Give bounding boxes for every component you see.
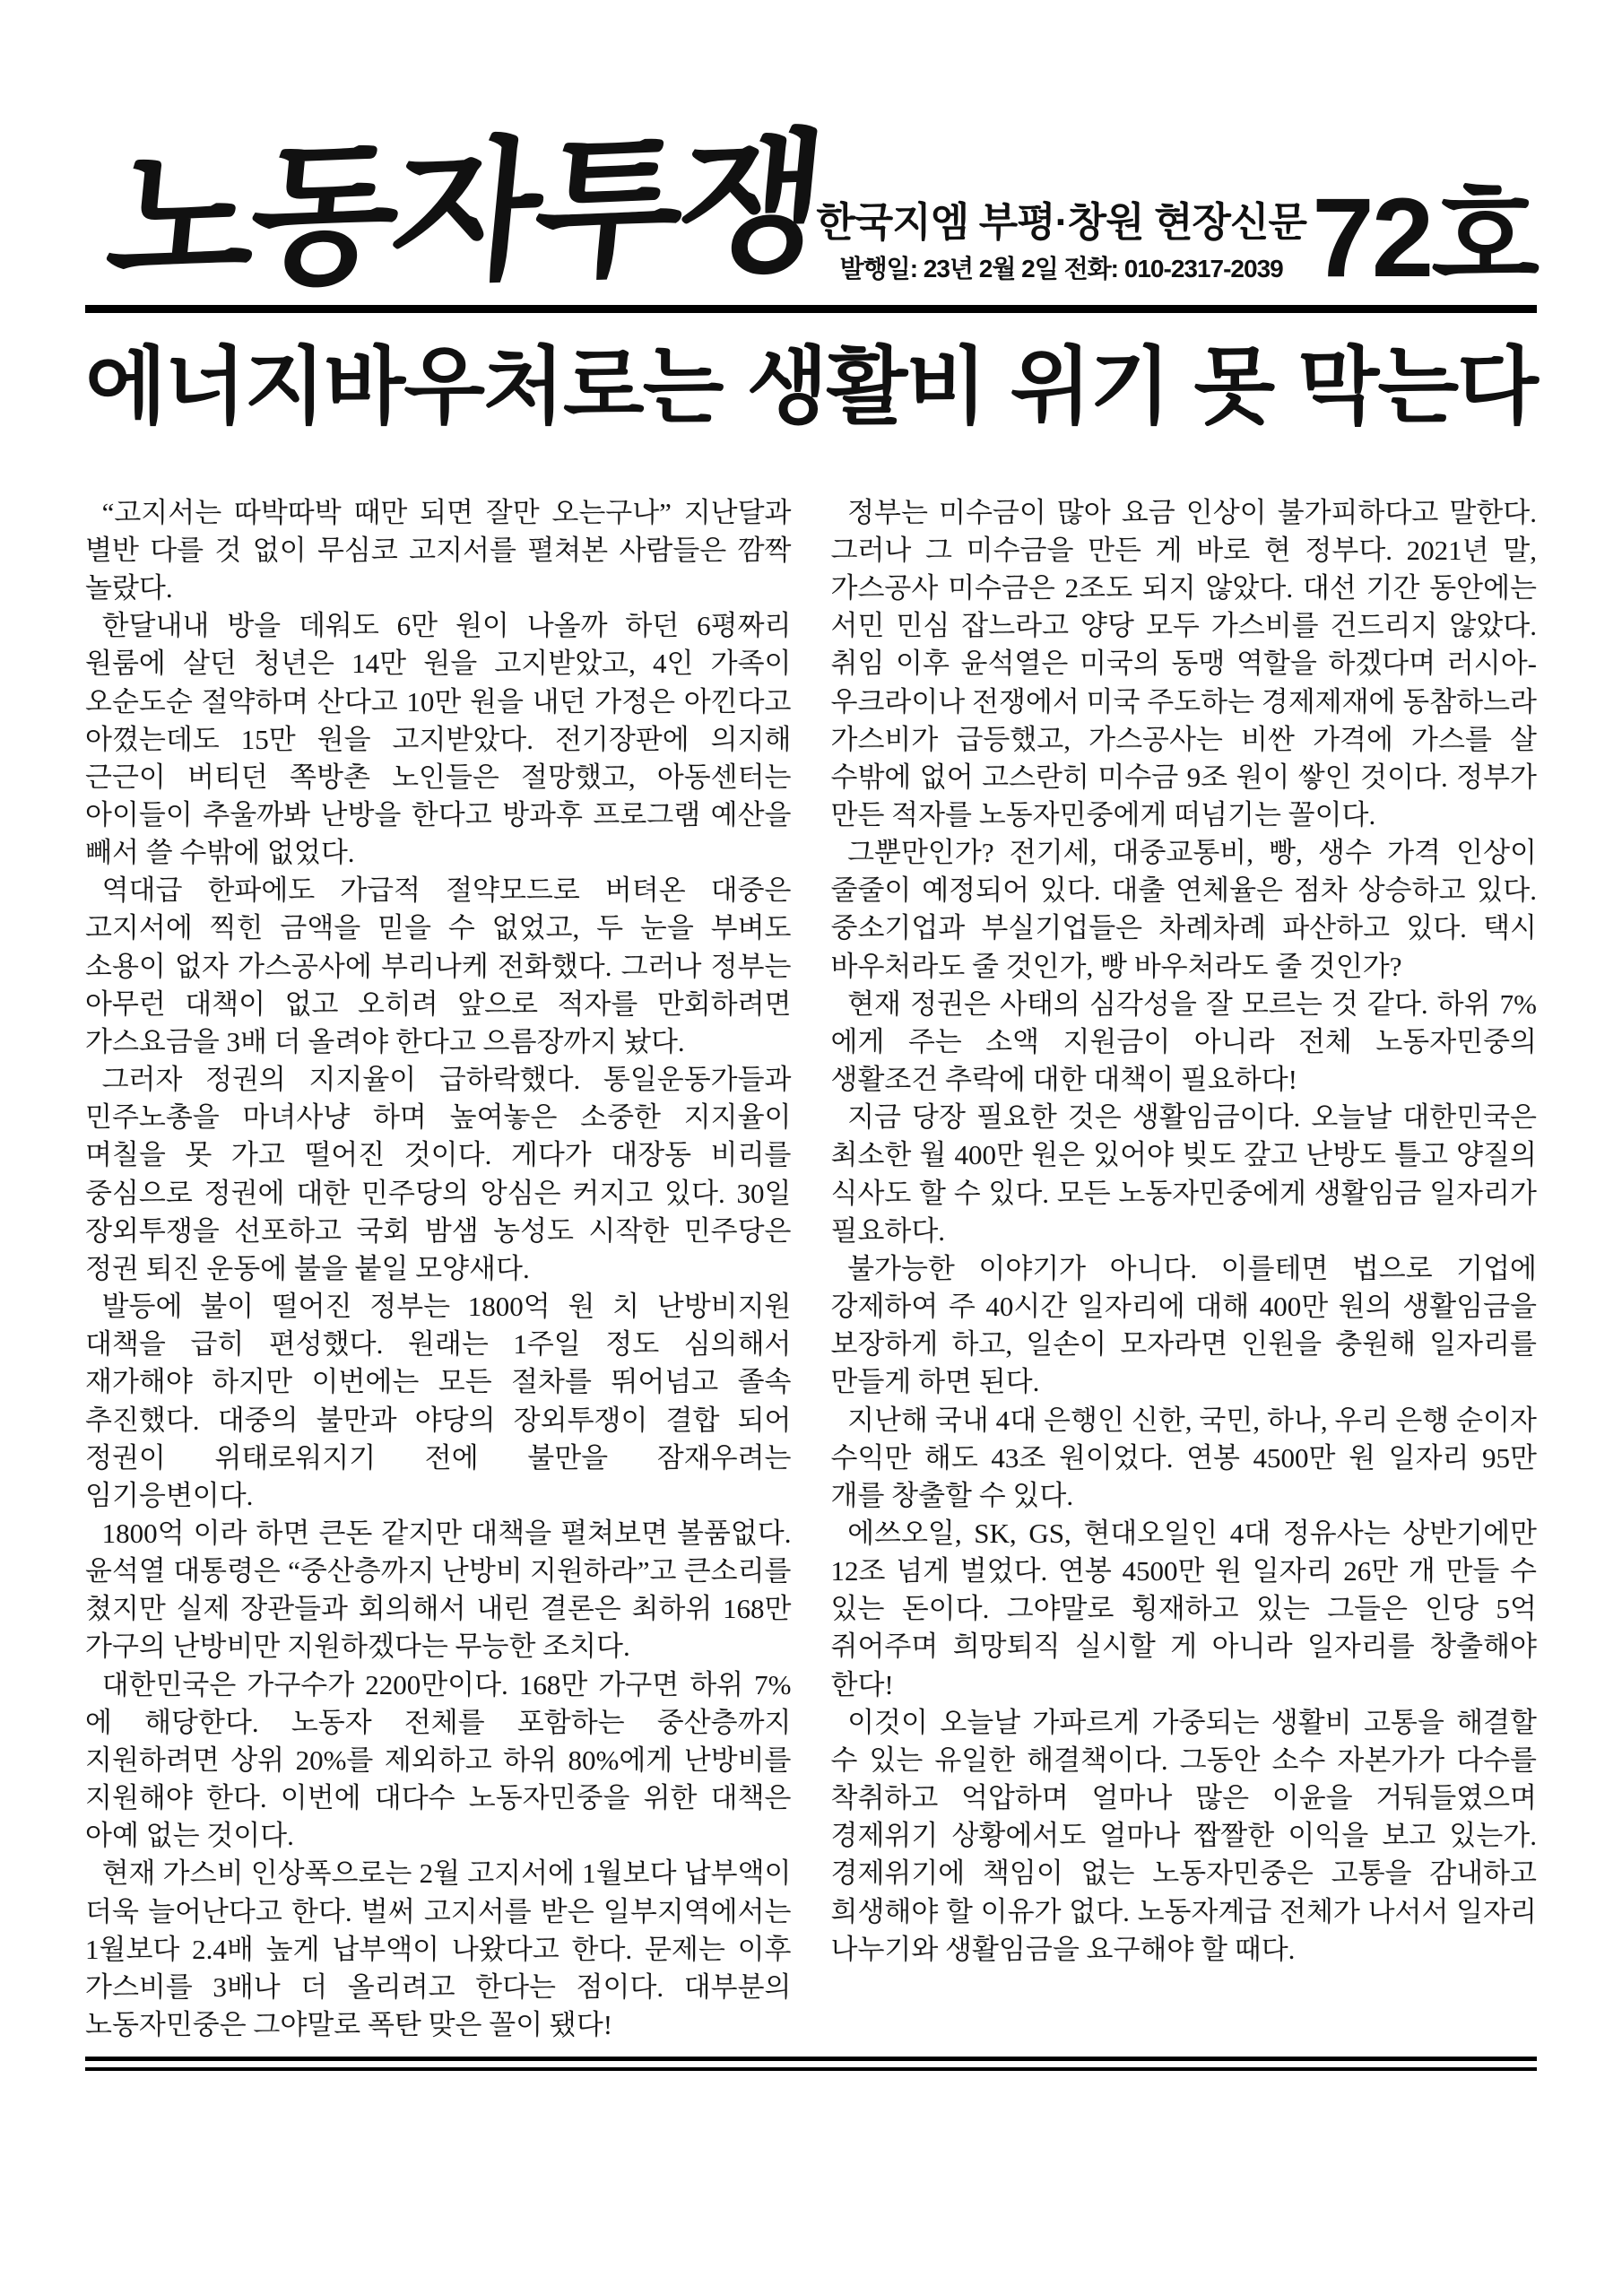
article-column-left [85, 494, 792, 2044]
issue-number: 72호 [1312, 176, 1537, 301]
headline-word: 못 [1193, 339, 1274, 433]
masthead-subtitle: 한국지엠 부평·창원 현장신문 [816, 199, 1306, 246]
masthead-divider-rule [85, 305, 1537, 313]
article-paragraph: 지난해 국내 4대 은행인 신한, 국민, 하나, 우리 은행 순이자 수익만 해도 43조 원이었다. 연봉 4500만 원 일자리 95만 개를 창출할 수 있다. [830, 1404, 1537, 1511]
article-paragraph: 불가능한 이야기가 아니다. 이를테면 법으로 기업에 강제하여 주 40시간 일자리에 대해 400만 원의 생활임금을 보장하게 하고, 일손이 모자라면 인원을 충원해 일자리를 만들게 하면 된다. [830, 1252, 1537, 1398]
article-paragraph: 역대급 한파에도 가급적 절약모드로 버텨온 대중은 고지서에 찍힌 금액을 믿을 수 없었고, 두 눈을 부벼도 소용이 없자 가스공사에 부리나케 전화했다. 그러나 정부는 아무런 대책이 없고 오히려 앞으로 적자를 만회하려면 가스요금을 3배 더 올려야 한다고 으름장까지 놨다. [85, 874, 792, 1057]
article-paragraph: 한달내내 방을 데워도 6만 원이 나올까 하던 6평짜리 원룸에 살던 청년은 14만 원을 고지받았고, 4인 가족이 오순도순 절약하며 산다고 10만 원을 내던 가정은 아낀다고 아꼈는데도 15만 원을 고지받았다. 전기장판에 의지해 근근이 버티던 쪽방촌 노인들은 절망했고, 아동센터는 아이들이 추울까봐 난방을 한다고 방과후 프로그램 예산을 빼서 쓸 수밖에 없었다. [85, 610, 792, 869]
masthead [85, 63, 1537, 311]
article-paragraph: 1800억 이라 하면 큰돈 같지만 대책을 펼쳐보면 볼품없다. 윤석열 대통령은 “중산층까지 난방비 지원하라”고 큰소리를 쳤지만 실제 장관들과 회의해서 내린 결론은 최하위 168만 가구의 난방비만 지원하겠다는 무능한 조치다. [85, 1517, 792, 1663]
main-headline [85, 336, 1537, 438]
article-paragraph: 현재 가스비 인상폭으로는 2월 고지서에 1월보다 납부액이 더욱 늘어난다고 한다. 벌써 고지서를 받은 일부지역에서는 1월보다 2.4배 높게 납부액이 나왔다고 한다. 문제는 이후 가스비를 3배나 더 올리려고 한다는 점이다. 대부분의 노동자민중은 그야말로 폭탄 맞은 꼴이 됐다! [85, 1857, 792, 2041]
headline-word: 에너지바우처로는 [85, 339, 723, 433]
article-paragraph: 현재 정권은 사태의 심각성을 잘 모르는 것 같다. 하위 7%에게 주는 소액 지원금이 아니라 전체 노동자민중의 생활조건 추락에 대한 대책이 필요하다! [830, 987, 1537, 1096]
article-paragraph: 정부는 미수금이 많아 요금 인상이 불가피하다고 말한다. 그러나 그 미수금을 만든 게 바로 현 정부다. 2021년 말, 가스공사 미수금은 2조도 되지 않았다. 대선 기간 동안에는 서민 민심 잡느라고 양당 모두 가스비를 건드리지 않았다. 취임 이후 윤석열은 미국의 동맹 역할을 하겠다며 러시아-우크라이나 전쟁에서 미국 주도하는 경제제재에 동참하느라 가스비가 급등했고, 가스공사는 비싼 가격에 가스를 살 수밖에 없어 고스란히 미수금 9조 원이 쌓인 것이다. 정부가 만든 적자를 노동자민중에게 떠넘기는 꼴이다. [830, 496, 1537, 831]
headline-word: 위기 [1010, 339, 1170, 433]
headline-word: 막는다 [1297, 339, 1537, 433]
article-paragraph: 발등에 불이 떨어진 정부는 1800억 원 치 난방비지원 대책을 급히 편성했다. 원래는 1주일 정도 심의해서 재가해야 하지만 이번에는 모든 절차를 뛰어넘고 졸속 추진했다. 대중의 불만과 야당의 장외투쟁이 결합 되어 정권이 위태로워지기 전에 불만을 잠재우려는 임기응변이다. [85, 1291, 792, 1511]
headline-word: 생활비 [746, 339, 986, 433]
masthead-info-block [816, 199, 1306, 298]
newspaper-logo-calligraphy: 노동자투쟁 [100, 112, 829, 311]
article-paragraph: 이것이 오늘날 가파르게 가중되는 생활비 고통을 해결할 수 있는 유일한 해결책이다. 그동안 소수 자본가가 다수를 착취하고 억압하며 얼마나 많은 이윤을 거둬들였으며 경제위기 상황에서도 얼마나 짭짤한 이익을 보고 있는가. 경제위기에 책임이 없는 노동자민중은 고통을 감내하고 희생해야 할 이유가 없다. 노동자계급 전체가 나서서 일자리 나누기와 생활임금을 요구해야 할 때다. [830, 1706, 1537, 1965]
article-paragraph: 대한민국은 가구수가 2200만이다. 168만 가구면 하위 7%에 해당한다. 노동자 전체를 포함하는 중산층까지 지원하려면 상위 20%를 제외하고 하위 80%에게 난방비를 지원해야 한다. 이번에 대다수 노동자민중을 위한 대책은 아예 없는 것이다. [85, 1668, 792, 1852]
article-paragraph: 에쓰오일, SK, GS, 현대오일인 4대 정유사는 상반기에만 12조 넘게 벌었다. 연봉 4500만 원 일자리 26만 개 만들 수 있는 돈이다. 그야말로 횡재하고 있는 그들은 인당 5억 쥐어주며 희망퇴직 실시할 게 아니라 일자리를 창출해야 한다! [830, 1517, 1537, 1700]
article-body [85, 494, 1537, 2044]
masthead-publication-info: 발행일: 23년 2월 2일 전화: 010-2317-2039 [839, 255, 1283, 283]
article-column-right [831, 494, 1538, 2044]
article-paragraph: 그러자 정권의 지지율이 급하락했다. 통일운동가들과 민주노총을 마녀사냥 하며 높여놓은 소중한 지지율이 며칠을 못 가고 떨어진 것이다. 게다가 대장동 비리를 중심으로 정권에 대한 민주당의 앙심은 커지고 있다. 30일 장외투쟁을 선포하고 국회 밤샘 농성도 시작한 민주당은 정권 퇴진 운동에 불을 붙일 모양새다. [85, 1064, 792, 1284]
bottom-double-rule [85, 2057, 1537, 2071]
article-paragraph: “고지서는 따박따박 때만 되면 잘만 오는구나” 지난달과 별반 다를 것 없이 무심코 고지서를 펼쳐본 사람들은 깜짝 놀랐다. [85, 496, 792, 604]
article-paragraph: 지금 당장 필요한 것은 생활임금이다. 오늘날 대한민국은 최소한 월 400만 원은 있어야 빚도 갚고 난방도 틀고 양질의 식사도 할 수 있다. 모든 노동자민중에게 생활임금 일자리가 필요하다. [830, 1101, 1537, 1247]
article-paragraph: 그뿐만인가? 전기세, 대중교통비, 빵, 생수 가격 인상이 줄줄이 예정되어 있다. 대출 연체율은 점차 상승하고 있다. 중소기업과 부실기업들은 차례차례 파산하고 있다. 택시 바우처라도 줄 것인가, 빵 바우처라도 줄 것인가? [830, 837, 1537, 982]
